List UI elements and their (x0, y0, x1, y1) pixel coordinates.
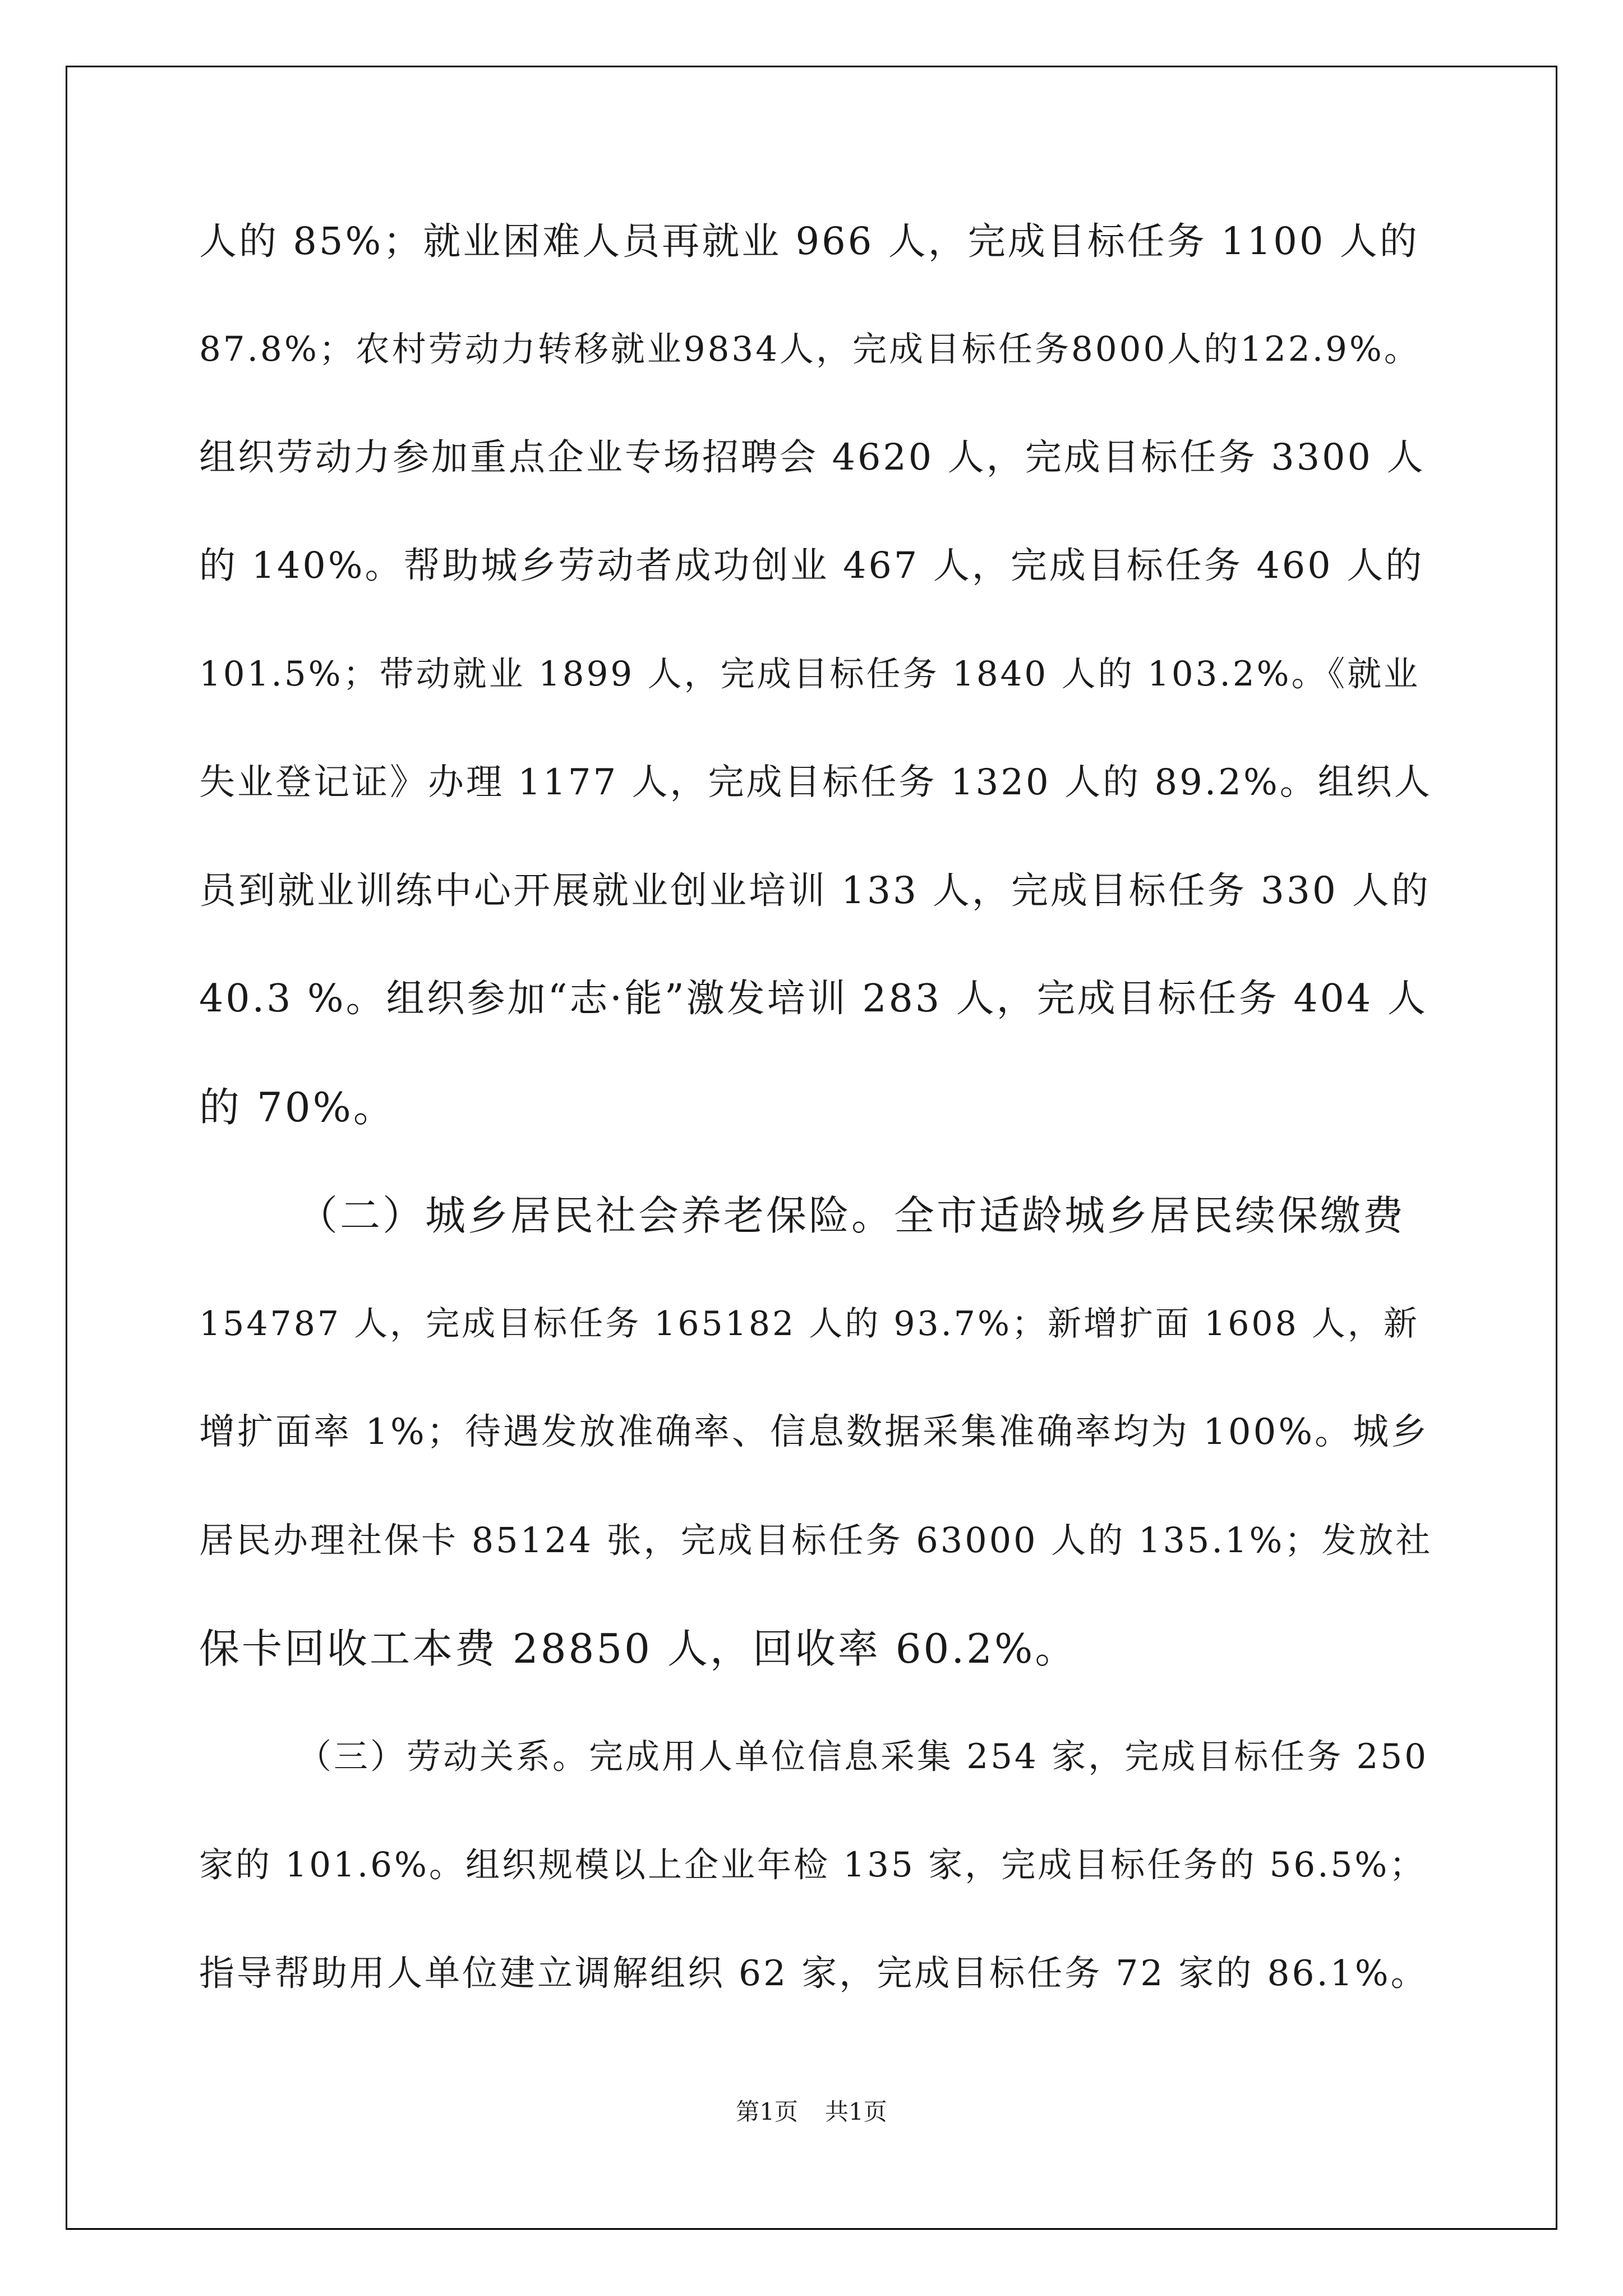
page-border (66, 66, 1557, 2230)
text-line: 的 70%。 (199, 1084, 396, 1131)
page-total: 共1页 (825, 2098, 887, 2125)
text-line: 居民办理社保卡 85124 张，完成目标任务 63000 人的 135.1%；发放社 (199, 1520, 1433, 1561)
text-line: 增扩面率 1%；待遇发放准确率、信息数据采集准确率均为 100%。城乡 (199, 1411, 1430, 1453)
text-line: 人的 85%；就业困难人员再就业 966 人，完成目标任务 1100 人的 (199, 219, 1419, 263)
text-line: 40.3 %。组织参加“志·能”激发培训 283 人，完成目标任务 404 人 (199, 977, 1428, 1021)
text-line: 的 140%。帮助城乡劳动者成功创业 467 人，完成目标任务 460 人的 (199, 545, 1424, 587)
text-line: 保卡回收工本费 28850 人，回收率 60.2%。 (199, 1625, 1078, 1672)
text-line: （二）城乡居民社会养老保险。全市适龄城乡居民续保缴费 (297, 1192, 1406, 1239)
text-line: 指导帮助用人单位建立调解组织 62 家，完成目标任务 72 家的 86.1%。 (199, 1953, 1428, 1994)
page-footer (0, 2093, 1623, 2127)
text-line: （三）劳动关系。完成用人单位信息采集 254 家，完成目标任务 250 (297, 1737, 1429, 1777)
text-line: 失业登记证》办理 1177 人，完成目标任务 1320 人的 89.2%。组织人 (199, 762, 1432, 803)
text-line: 87.8%；农村劳动力转移就业9834人，完成目标任务8000人的122.9%。 (199, 329, 1421, 369)
text-line: 组织劳动力参加重点企业专场招聘会 4620 人，完成目标任务 3300 人 (199, 436, 1426, 478)
text-line: 员到就业训练中心开展就业创业培训 133 人，完成目标任务 330 人的 (199, 869, 1431, 912)
page-number: 第1页 (736, 2098, 798, 2125)
text-line: 家的 101.6%。组织规模以上企业年检 135 家，完成目标任务的 56.5%； (199, 1845, 1426, 1885)
text-line: 101.5%；带动就业 1899 人，完成目标任务 1840 人的 103.2%。《就业 (199, 654, 1421, 694)
text-line: 154787 人，完成目标任务 165182 人的 93.7%；新增扩面 1608 人，新 (199, 1304, 1419, 1343)
